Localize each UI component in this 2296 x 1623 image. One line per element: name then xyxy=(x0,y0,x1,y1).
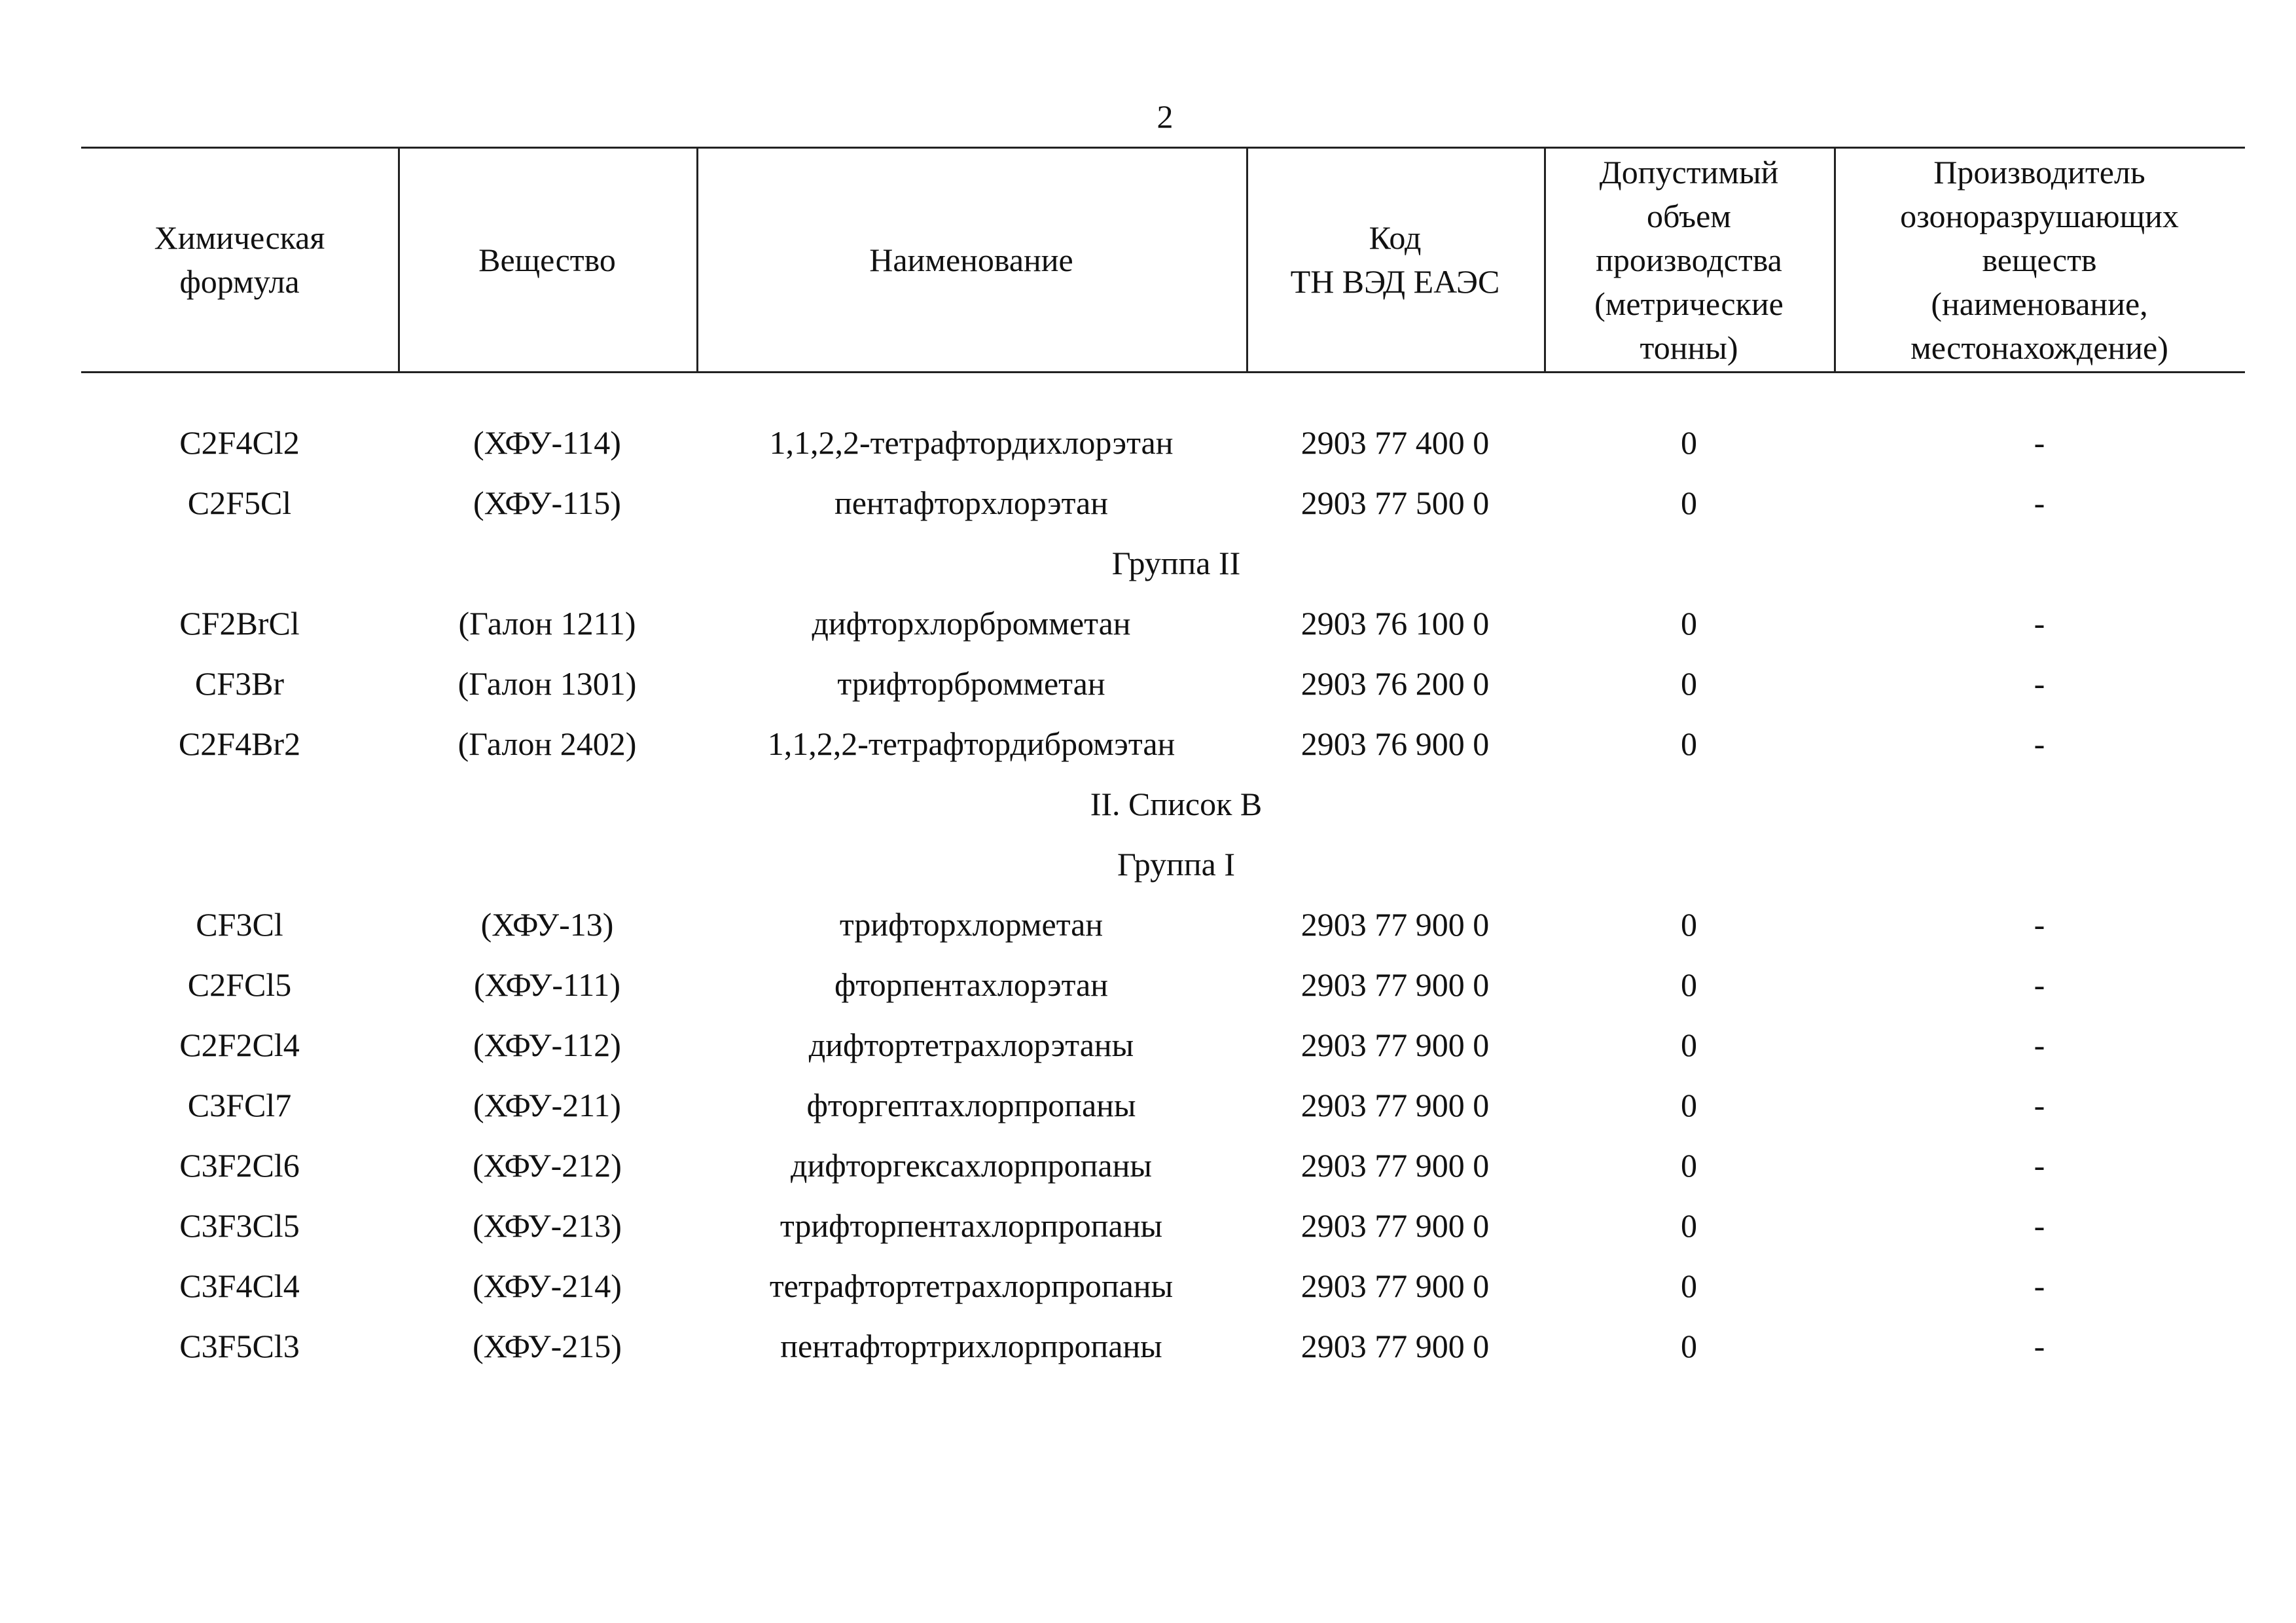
cell-formula: C3F4Cl4 xyxy=(179,1267,300,1304)
cell-name: фторпентахлорэтан xyxy=(834,966,1109,1003)
cell-code: 2903 77 500 0 xyxy=(1300,484,1490,521)
table-row xyxy=(81,412,2245,473)
header-producer: Производитель озоноразрушающих веществ (наименование, местонахождение) xyxy=(1900,153,2179,366)
cell-producer: - xyxy=(2034,1328,2045,1364)
cell-substance: (Галон 1211) xyxy=(458,605,636,642)
cell-volume: 0 xyxy=(1681,1027,1697,1063)
cell-volume: 0 xyxy=(1681,605,1697,642)
cell-code: 2903 77 900 0 xyxy=(1300,1147,1490,1184)
table-row xyxy=(81,593,2245,653)
column-divider xyxy=(696,149,698,371)
cell-producer: - xyxy=(2034,605,2045,642)
cell-substance: (Галон 2402) xyxy=(457,725,637,762)
cell-formula: C3F2Cl6 xyxy=(179,1147,300,1184)
cell-code: 2903 77 900 0 xyxy=(1300,1267,1490,1304)
cell-name: трифторбромметан xyxy=(837,665,1105,702)
cell-code: 2903 76 900 0 xyxy=(1300,725,1490,762)
table-row xyxy=(81,714,2245,774)
header-formula: Химическая формула xyxy=(154,219,325,300)
cell-code: 2903 77 400 0 xyxy=(1300,424,1490,461)
table-row xyxy=(81,1256,2245,1316)
group-heading xyxy=(81,533,2245,593)
cell-code: 2903 77 900 0 xyxy=(1300,906,1490,943)
cell-formula: C2F4Cl2 xyxy=(179,424,300,461)
cell-volume: 0 xyxy=(1681,725,1697,762)
cell-substance: (ХФУ-115) xyxy=(473,484,621,521)
header-substance: Вещество xyxy=(478,241,616,278)
cell-substance: (Галон 1301) xyxy=(457,665,637,702)
cell-volume: 0 xyxy=(1681,1328,1697,1364)
table-row xyxy=(81,894,2245,955)
cell-volume: 0 xyxy=(1681,966,1697,1003)
column-divider xyxy=(398,149,400,371)
table-row xyxy=(81,955,2245,1015)
list-heading-label: II. Список В xyxy=(1090,786,1263,822)
cell-volume: 0 xyxy=(1681,1087,1697,1123)
cell-name: дифторхлорбромметан xyxy=(812,605,1131,642)
cell-substance: (ХФУ-215) xyxy=(473,1328,622,1364)
cell-formula: CF2BrCl xyxy=(179,605,300,642)
cell-volume: 0 xyxy=(1681,906,1697,943)
cell-substance: (ХФУ-112) xyxy=(473,1027,621,1063)
cell-volume: 0 xyxy=(1681,665,1697,702)
group-heading xyxy=(81,834,2245,894)
cell-producer: - xyxy=(2034,1027,2045,1063)
cell-code: 2903 77 900 0 xyxy=(1300,1207,1490,1244)
cell-substance: (ХФУ-13) xyxy=(480,906,614,943)
cell-formula: CF3Br xyxy=(194,665,285,702)
cell-substance: (ХФУ-214) xyxy=(473,1267,622,1304)
cell-volume: 0 xyxy=(1681,1147,1697,1184)
cell-code: 2903 77 900 0 xyxy=(1300,1027,1490,1063)
cell-code: 2903 77 900 0 xyxy=(1300,966,1490,1003)
cell-producer: - xyxy=(2034,424,2045,461)
column-divider xyxy=(1544,149,1546,371)
table-body xyxy=(81,373,2245,1376)
cell-producer: - xyxy=(2034,484,2045,521)
cell-name: фторгептахлорпропаны xyxy=(806,1087,1136,1123)
table-row xyxy=(81,1015,2245,1075)
table-row xyxy=(81,1195,2245,1256)
cell-volume: 0 xyxy=(1681,484,1697,521)
table-row xyxy=(81,473,2245,533)
cell-name: тетрафтортетрахлорпропаны xyxy=(769,1267,1174,1304)
cell-substance: (ХФУ-114) xyxy=(473,424,621,461)
list-heading xyxy=(81,774,2245,834)
cell-formula: C2F5Cl xyxy=(187,484,292,521)
cell-name: трифторпентахлорпропаны xyxy=(780,1207,1163,1244)
table-row xyxy=(81,1135,2245,1195)
cell-name: пентафтортрихлорпропаны xyxy=(780,1328,1162,1364)
cell-formula: C2F4Br2 xyxy=(178,725,301,762)
cell-name: дифтортетрахлорэтаны xyxy=(808,1027,1134,1063)
cell-producer: - xyxy=(2034,1147,2045,1184)
cell-producer: - xyxy=(2034,725,2045,762)
cell-producer: - xyxy=(2034,665,2045,702)
cell-name: пентафторхлорэтан xyxy=(834,484,1109,521)
cell-formula: C2F2Cl4 xyxy=(179,1027,300,1063)
cell-code: 2903 76 100 0 xyxy=(1300,605,1490,642)
cell-volume: 0 xyxy=(1681,424,1697,461)
cell-substance: (ХФУ-212) xyxy=(473,1147,622,1184)
cell-code: 2903 77 900 0 xyxy=(1300,1328,1490,1364)
table-row xyxy=(81,1075,2245,1135)
column-divider xyxy=(1246,149,1248,371)
group-heading-label: Группа I xyxy=(1117,846,1235,883)
cell-formula: C3FCl7 xyxy=(187,1087,292,1123)
cell-name: 1,1,2,2-тетрафтордибромэтан xyxy=(767,725,1175,762)
cell-formula: C3F3Cl5 xyxy=(179,1207,300,1244)
cell-code: 2903 76 200 0 xyxy=(1300,665,1490,702)
table-row xyxy=(81,653,2245,714)
page-number: 2 xyxy=(1157,98,1174,135)
cell-code: 2903 77 900 0 xyxy=(1300,1087,1490,1123)
cell-producer: - xyxy=(2034,1087,2045,1123)
cell-volume: 0 xyxy=(1681,1207,1697,1244)
cell-producer: - xyxy=(2034,906,2045,943)
column-divider xyxy=(1834,149,1836,371)
cell-producer: - xyxy=(2034,966,2045,1003)
cell-formula: CF3Cl xyxy=(196,906,283,943)
header-volume: Допустимый объем производства (метрические тонны) xyxy=(1594,153,1784,366)
cell-name: 1,1,2,2-тетрафтордихлорэтан xyxy=(769,424,1174,461)
cell-producer: - xyxy=(2034,1267,2045,1304)
cell-volume: 0 xyxy=(1681,1267,1697,1304)
header-name: Наименование xyxy=(869,241,1073,278)
substances-table xyxy=(81,147,2245,1376)
cell-substance: (ХФУ-111) xyxy=(473,966,621,1003)
cell-formula: C3F5Cl3 xyxy=(179,1328,300,1364)
cell-name: трифторхлорметан xyxy=(839,906,1103,943)
table-row xyxy=(81,1316,2245,1376)
cell-substance: (ХФУ-211) xyxy=(473,1087,621,1123)
group-heading-label: Группа II xyxy=(1111,545,1241,581)
cell-formula: C2FCl5 xyxy=(187,966,292,1003)
cell-producer: - xyxy=(2034,1207,2045,1244)
table-header xyxy=(81,147,2245,373)
header-code: Код ТН ВЭД ЕАЭС xyxy=(1290,219,1500,300)
cell-name: дифторгексахлорпропаны xyxy=(791,1147,1152,1184)
cell-substance: (ХФУ-213) xyxy=(473,1207,622,1244)
